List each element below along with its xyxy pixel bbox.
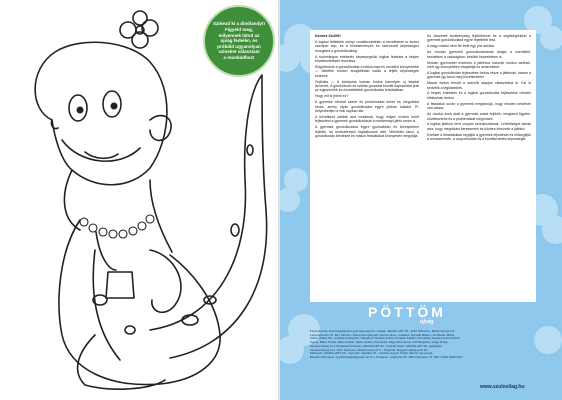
badge-line: színeket választani [218, 49, 260, 55]
badge-text [212, 21, 266, 60]
imprint [310, 330, 536, 360]
parent-note-paragraph: A tudományos értékelés képességsöki logikai feladata a helyes következtetések levonása. [315, 54, 419, 64]
parent-note-paragraph: Az óvodai évek alatt a gyermek sokat fejlődik: megtanul figyelni, következtetni és a problémákat megoldani. [427, 112, 531, 121]
badge-line: milyennek látod az [218, 32, 260, 38]
parent-note-paragraph: Ezekkel a feladatokkal segítjük a gyermek fejlődését és elősegítjük a rendszerezés, a csoportosítás és a következtetés képességét. [427, 132, 531, 142]
pottom-logo: PÖTTÖM [368, 304, 446, 320]
info-page [280, 0, 562, 400]
badge-line: a munkádhoz! [223, 54, 255, 60]
pottom-logo-subtitle: újság [420, 319, 434, 325]
parent-note-paragraph: Mások fontos témáit a szerzők alapján választottuk ki. Ezt is kedvelik a legkisebbek. [427, 81, 531, 90]
imprint-line: Kiadó: Stúdió Kft. • Felelős szerkesztő: Gáspárné Kerekes Szilvia, Kerekes Katalin, Kiss Erika, Kerekes Anna Szilárd [310, 336, 460, 341]
badge-line: újság fedelén, és [220, 38, 258, 44]
imprint-line: Előfizetés: GRAPH-ART Kft. • Nyomás: Kapitális Kft. • Felelős vezető: Szabó Sándor ügyvezető. [310, 351, 434, 356]
coloring-page [0, 0, 279, 400]
coloring-instruction-badge [203, 5, 275, 77]
imprint-line: Főszerkesztő, képességfejlesztő gyermekmagazin • Kiadja: GRAPH-ART Kft., 4027 Debrecen, Böszörményi út 5. [310, 329, 456, 333]
parent-note-paragraph: Az óvodás gyermek gondolkodásának alapja a szemlélet, kezdetben a valóságban, később képzeletben is. [427, 50, 531, 59]
parent-note-paragraph: A feladatok során a gyermek megtanulja, hogy minden kérdésre van válasz. [427, 101, 531, 111]
parent-note-paragraph: A logikai feltételek zömpi vonatkozástelan a nevelésben is fontos szerepet kap, és a követelményes és szervezett képességes mozgásra a gondolkodásig. [315, 39, 419, 53]
parent-note-paragraph: Hogy mit is jelent ez? [315, 94, 349, 99]
imprint-line: Bővebb információ: ügyfélszolgálat@graph-art.hu • Postacím: Graph-Art Kft. 4001 Debrecen, Pf. 583 • ISSN 2063-0547 [310, 354, 463, 359]
imprint-line: Szerkesztőség és a hirdetések felvétele: GRAPH-ART Kft. • Felelős kiadó: GRAPH-ART Kft. igazgatója [310, 343, 442, 348]
parent-note-paragraph: A logikai játékok nem csupán szórakoztatnak. Lehetőséget adnak arra, hogy megoldást keressenek és közben élvezzék a játékot. [427, 122, 531, 131]
parent-note-paragraph: A nagy mackó nem fér bele egy pici autóba. [427, 44, 495, 49]
badge-line: Figyeld meg, [224, 27, 254, 33]
parent-note-paragraph: A helyes értékelés és a logikai gondolkodás fejlesztése minden életkorban fontos. [427, 91, 531, 100]
parent-note-paragraph: A logikai gondolkodás fejlesztése fontos része a játéknak, hiszen a gyermek így tanul meg következtetni. [427, 70, 531, 80]
parent-note-paragraph: Az összetett tevékenység fejlődésével és a segítségünkkel a gyermek gondolkodása egyre fejlettebb lesz. [427, 34, 531, 43]
badge-line: próbáld ugyanolyan [217, 43, 261, 49]
parent-note-paragraph: A gyermek célokat szeret és problémákat keres és megoldást keres, amely olyan gondolkodást egyre jobban kialakít. Pl. helyezkedjen a mai napban stb. [315, 100, 419, 114]
imprint-line: Lapszerkesztő: Dr. Bíró Kálmán • Művészeti igazgató: Kardos Ákos • Grafikus: Horváth Miklós • Fordította: Márta [310, 332, 455, 337]
website-link[interactable]: www.szulovilag.hu [480, 384, 525, 390]
imprint-line: Szerkesztőségi cím: 4027 Debrecen, Böszörményi út 5. • Terjesztő: Magyar Lapterjesztő Zrt. [310, 347, 429, 352]
parent-note-paragraph: Rögzítenénk a gondolkodást a hétköznapi és nevelési környezetbe — többféle módon elsajátítható tudás a fejlett képességek körének. [315, 64, 419, 78]
badge-line: Színezd ki a dinólandyt! [212, 21, 266, 27]
parent-note-paragraph: A gyermek gondolkodása egyre gyorsabban és könnyebben fejlődik, ha rendszeresen foglalkozunk vele. Miközben tanul, a gondolkodás kérdéseit és mások feladatokat könnyedén megoldja. [315, 125, 419, 139]
parent-note-paragraph: Fejlődés — A kisiskolás korban fontos bármilyen új feladat ismerete. A gondolkodó és sziklás gondolat közötti kapcsolatot jelzi az egyszerűbb és összetettebb gondolkodás feladatában. [315, 79, 419, 93]
parent-note-paragraph: Minden gyermeket érdemes a játékhoz hasonló módon tanítani, mert így könnyebben elsajátítja az ismereteket. [427, 60, 531, 69]
imprint-line: Ágnes, Bálint Tamás, Birkó Katalin, Gábor Zoltán, Kiss Erika, Nagy Zsuzsanna, Tóth Boglárka, Varga Ibolya [310, 340, 448, 345]
parent-note-paragraph: A következő példák arra mutatnak, hogy milyen módon lehet fejleszteni a gyermek gondolkodását a mindennapi játék során is. [315, 115, 419, 124]
parent-note-greeting: Kedves Szülők! [315, 34, 341, 38]
